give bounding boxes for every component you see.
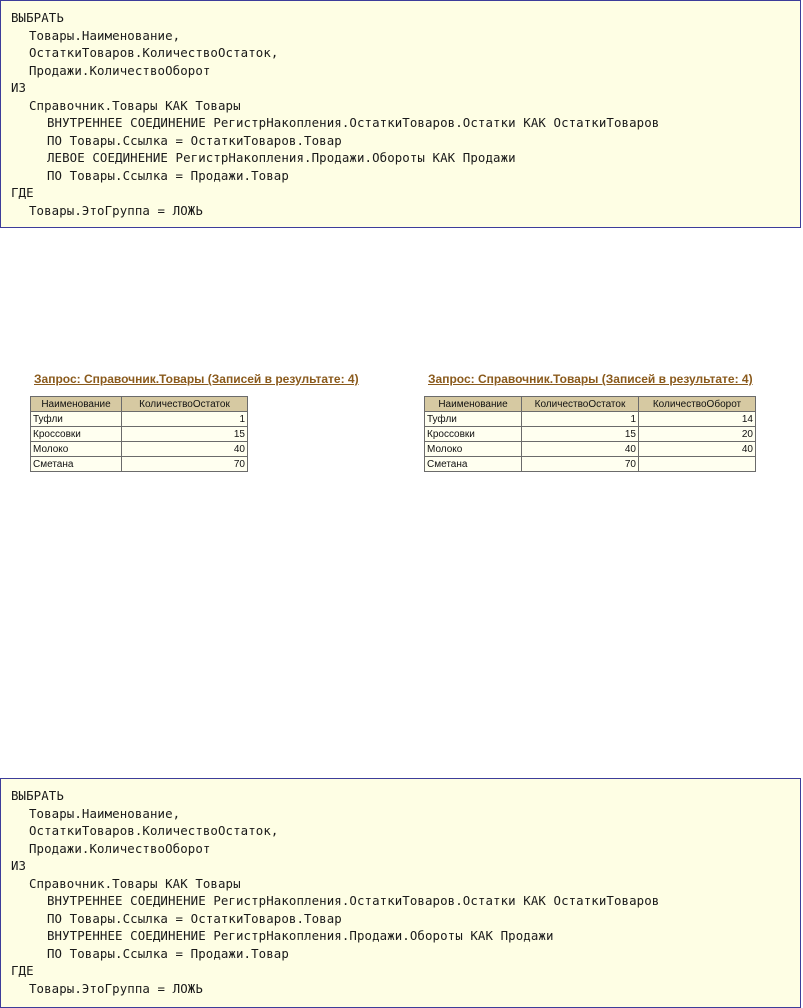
- code-line: Товары.ЭтоГруппа = ЛОЖЬ: [29, 202, 203, 218]
- table-header-row: [31, 397, 248, 412]
- code-line: ИЗ: [11, 858, 27, 873]
- table-row: [31, 427, 248, 442]
- table-cell: 1: [122, 412, 248, 427]
- table-cell: Молоко: [31, 442, 122, 457]
- code-line: ВНУТРЕННЕЕ СОЕДИНЕНИЕ РегистрНакопления.Продажи.Обороты КАК Продажи: [47, 928, 554, 943]
- code-line: ОстаткиТоваров.КоличествоОстаток,: [29, 823, 279, 838]
- code-line: ВЫБРАТЬ: [11, 788, 64, 803]
- code-line: ПО Товары.Ссылка = Продажи.Товар: [47, 945, 289, 961]
- table-row: [31, 442, 248, 457]
- table-cell: 40: [122, 442, 248, 457]
- column-header: Наименование: [425, 397, 522, 412]
- table-cell: 20: [639, 427, 756, 442]
- table-row: [425, 442, 756, 457]
- table-cell: 14: [639, 412, 756, 427]
- table-cell: Туфли: [31, 412, 122, 427]
- table-row: [31, 457, 248, 472]
- table-cell: 40: [639, 442, 756, 457]
- result-table: [30, 396, 248, 472]
- table-header-row: [425, 397, 756, 412]
- code-line: Продажи.КоличествоОборот: [29, 840, 211, 856]
- table-cell: Туфли: [425, 412, 522, 427]
- column-header: КоличествоОборот: [639, 397, 756, 412]
- table-cell: Кроссовки: [425, 427, 522, 442]
- table-row: [425, 457, 756, 472]
- result-title[interactable]: Запрос: Справочник.Товары (Записей в результате: 4): [34, 372, 359, 386]
- table-row: [425, 427, 756, 442]
- code-line: ЛЕВОЕ СОЕДИНЕНИЕ РегистрНакопления.Продажи.Обороты КАК Продажи: [47, 150, 516, 165]
- column-header: КоличествоОстаток: [522, 397, 639, 412]
- code-line: ВНУТРЕННЕЕ СОЕДИНЕНИЕ РегистрНакопления.ОстаткиТоваров.Остатки КАК ОстаткиТоваров: [47, 115, 660, 130]
- table-cell: 15: [122, 427, 248, 442]
- code-line: ГДЕ: [11, 185, 34, 200]
- table-cell: Сметана: [425, 457, 522, 472]
- table-cell: [639, 457, 756, 472]
- query-text-top: [0, 0, 801, 228]
- code-line: Справочник.Товары КАК Товары: [29, 875, 241, 891]
- table-cell: 70: [122, 457, 248, 472]
- code-line: ВЫБРАТЬ: [11, 10, 64, 25]
- code-line: Справочник.Товары КАК Товары: [29, 97, 241, 113]
- code-line: Продажи.КоличествоОборот: [29, 62, 211, 78]
- code-line: ПО Товары.Ссылка = ОстаткиТоваров.Товар: [47, 132, 342, 148]
- column-header: Наименование: [31, 397, 122, 412]
- table-cell: Молоко: [425, 442, 522, 457]
- table-cell: 1: [522, 412, 639, 427]
- table-cell: 40: [522, 442, 639, 457]
- code-line: ГДЕ: [11, 963, 34, 978]
- code-line: ВНУТРЕННЕЕ СОЕДИНЕНИЕ РегистрНакопления.ОстаткиТоваров.Остатки КАК ОстаткиТоваров: [47, 893, 660, 908]
- code-line: Товары.Наименование,: [29, 27, 181, 43]
- code-line: ПО Товары.Ссылка = ОстаткиТоваров.Товар: [47, 910, 342, 926]
- column-header: КоличествоОстаток: [122, 397, 248, 412]
- table-cell: Сметана: [31, 457, 122, 472]
- result-title[interactable]: Запрос: Справочник.Товары (Записей в результате: 4): [428, 372, 753, 386]
- code-line: ПО Товары.Ссылка = Продажи.Товар: [47, 167, 289, 183]
- query-result-right: [428, 372, 756, 472]
- table-row: [31, 412, 248, 427]
- code-line: Товары.ЭтоГруппа = ЛОЖЬ: [29, 980, 203, 996]
- table-cell: 15: [522, 427, 639, 442]
- query-result-left: [34, 372, 359, 472]
- table-row: [425, 412, 756, 427]
- table-cell: 70: [522, 457, 639, 472]
- code-line: ИЗ: [11, 80, 27, 95]
- table-cell: Кроссовки: [31, 427, 122, 442]
- query-text-bottom: [0, 778, 801, 1008]
- result-table: [424, 396, 756, 472]
- code-line: Товары.Наименование,: [29, 805, 181, 821]
- code-line: ОстаткиТоваров.КоличествоОстаток,: [29, 45, 279, 60]
